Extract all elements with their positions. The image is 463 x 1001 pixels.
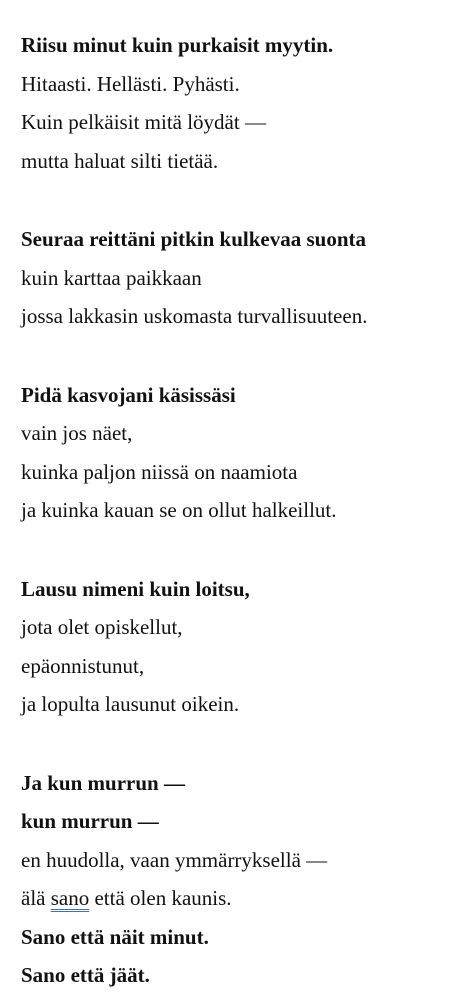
poem-line: Seuraa reittäni pitkin kulkevaa suonta	[21, 227, 367, 251]
grammar-flagged-word[interactable]: sano	[50, 886, 90, 910]
poem-line: epäonnistunut,	[21, 653, 145, 678]
poem-line: mutta haluat silti tietää.	[21, 148, 219, 173]
poem-line: Sano että jäät.	[21, 963, 150, 987]
poem-line: Hitaasti. Hellästi. Pyhästi.	[21, 71, 240, 96]
poem-line: jossa lakkasin uskomasta turvallisuuteen.	[21, 304, 368, 328]
poem-line: kuin karttaa paikkaan	[21, 265, 202, 290]
poem-line: kuinka paljon niissä on naamiota	[21, 459, 298, 484]
poem-line	[0, 879, 463, 918]
poem-line: Kuin pelkäisit mitä löydät —	[21, 110, 266, 134]
poem-line: Ja kun murrun —	[21, 770, 185, 795]
poem-line: ja kuinka kauan se on ollut halkeillut.	[21, 498, 337, 522]
stanza-4	[0, 570, 463, 724]
poem-line: ja lopulta lausunut oikein.	[21, 692, 240, 716]
poem-line: vain jos näet,	[21, 421, 133, 445]
poem-line: Pidä kasvojani käsissäsi	[21, 382, 236, 407]
poem-line: kun murrun —	[21, 809, 159, 833]
stanza-5	[0, 764, 463, 995]
poem-line: Riisu minut kuin purkaisit myytin.	[21, 33, 334, 57]
poem-line: jota olet opiskellut,	[21, 615, 183, 639]
stanza-2	[0, 220, 463, 336]
line-prefix: älä	[21, 886, 51, 910]
poem-line: Lausu nimeni kuin loitsu,	[21, 576, 250, 601]
poem-line: en huudolla, vaan ymmärryksellä —	[21, 847, 328, 872]
stanza-1	[0, 26, 463, 180]
poem-line: Sano että näit minut.	[21, 924, 209, 949]
line-suffix: että olen kaunis.	[89, 886, 232, 910]
stanza-3	[0, 376, 463, 530]
